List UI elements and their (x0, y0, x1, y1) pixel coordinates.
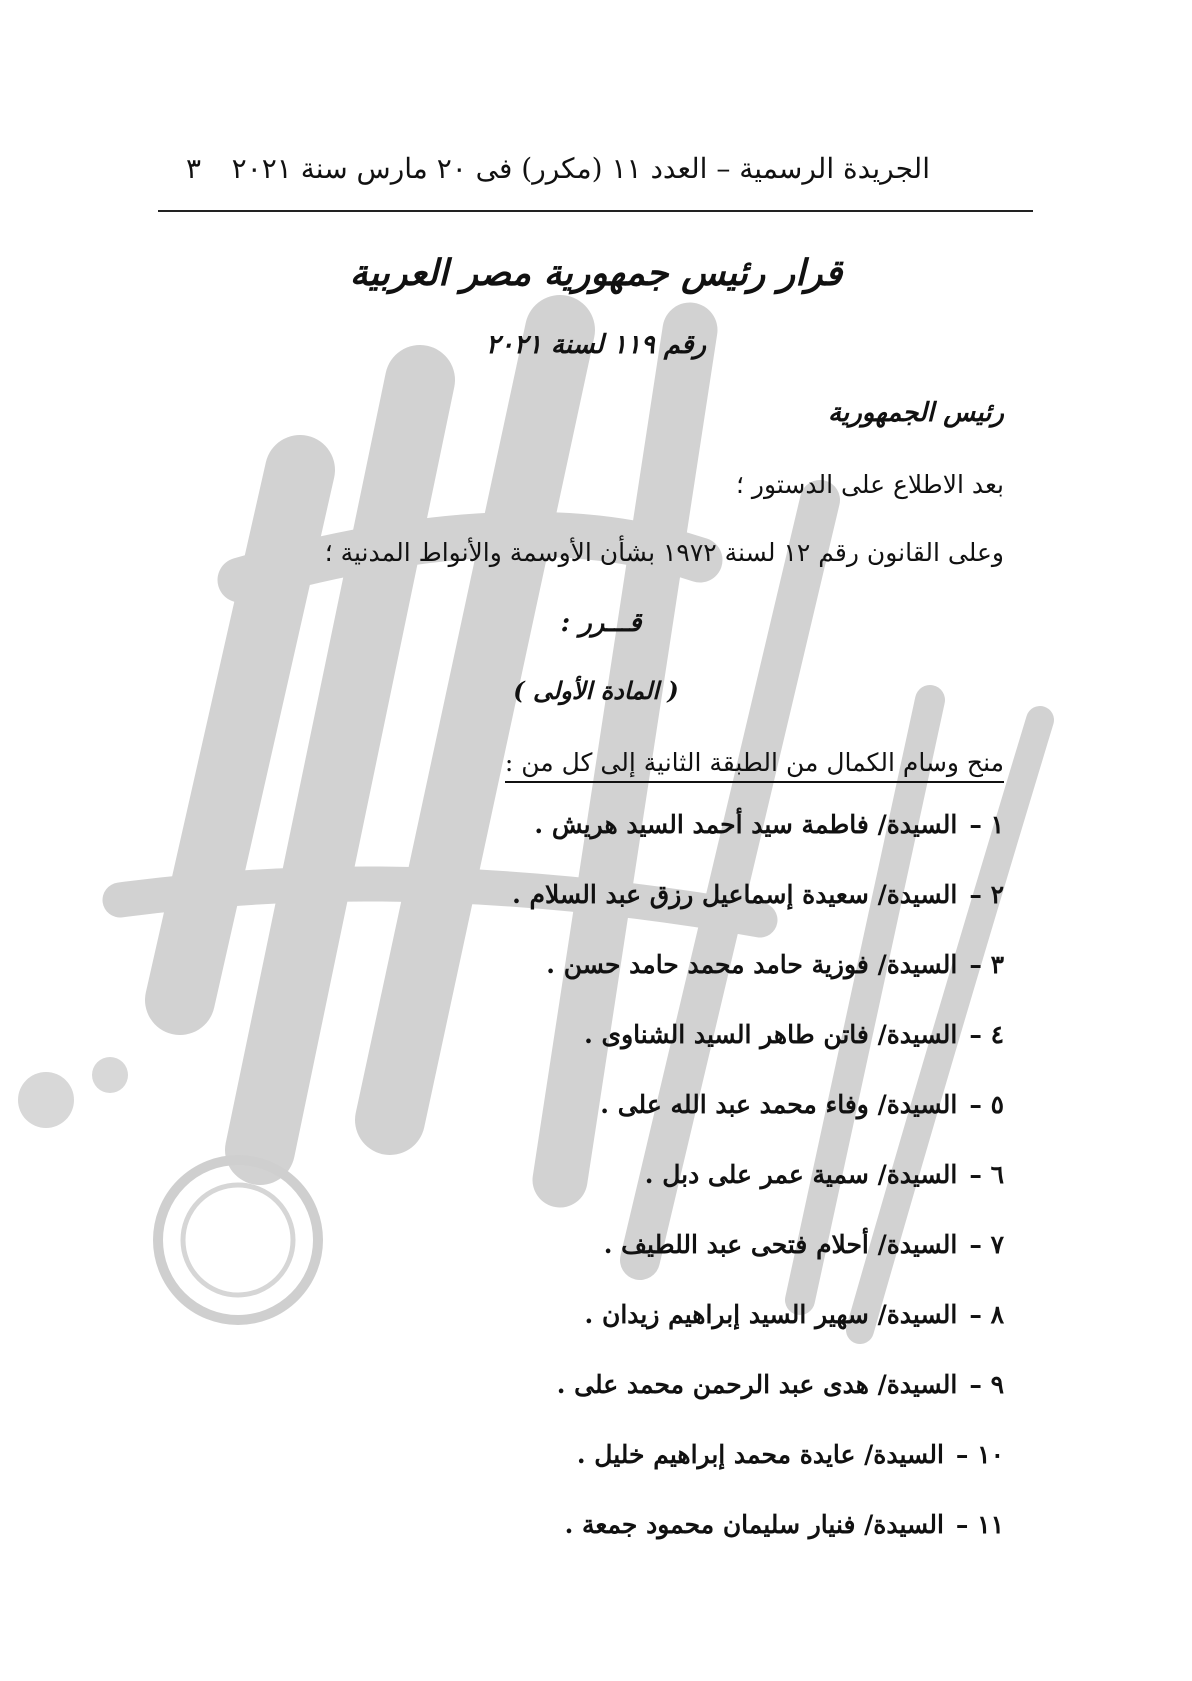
list-item (512, 880, 1004, 950)
header-divider (158, 210, 1033, 212)
list-item (512, 1370, 1004, 1440)
item-number: ٣ – (969, 950, 1004, 979)
page-number: ٣ (186, 152, 202, 185)
preamble-constitution: بعد الاطلاع على الدستور ؛ (735, 470, 1004, 499)
recipients-list (512, 810, 1004, 1580)
item-text: السيدة/ سعيدة إسماعيل رزق عبد السلام . (512, 880, 958, 909)
item-text: السيدة/ أحلام فتحى عبد اللطيف . (603, 1230, 958, 1259)
article-title: ( المادة الأولى ) (513, 676, 679, 705)
grant-statement: منح وسام الكمال من الطبقة الثانية إلى كل من : (505, 748, 1004, 783)
list-item (512, 950, 1004, 1020)
president-heading: رئيس الجمهورية (828, 398, 1004, 428)
item-text: السيدة/ وفاء محمد عبد الله على . (600, 1090, 958, 1119)
item-number: ٤ – (969, 1020, 1004, 1049)
gazette-header-title: الجريدة الرسمية – العدد ١١ (مكرر) فى ٢٠ مارس سنة ٢٠٢١ (231, 152, 930, 185)
item-number: ٩ – (969, 1370, 1004, 1399)
item-number: ١٠ – (955, 1440, 1004, 1469)
item-text: السيدة/ عايدة محمد إبراهيم خليل . (576, 1440, 944, 1469)
item-number: ١ – (969, 810, 1004, 839)
list-item (512, 810, 1004, 880)
item-text: السيدة/ فاتن طاهر السيد الشناوى . (584, 1020, 958, 1049)
decree-number: رقم ١١٩ لسنة ٢٠٢١ (485, 330, 707, 360)
item-number: ٥ – (969, 1090, 1004, 1119)
item-number: ٦ – (969, 1160, 1004, 1189)
item-text: السيدة/ فاطمة سيد أحمد السيد هريش . (534, 810, 958, 839)
item-number: ٧ – (969, 1230, 1004, 1259)
list-item (512, 1440, 1004, 1510)
list-item (512, 1020, 1004, 1090)
item-text: السيدة/ فوزية حامد محمد حامد حسن . (546, 950, 958, 979)
item-text: السيدة/ سهير السيد إبراهيم زيدان . (584, 1300, 958, 1329)
item-text: السيدة/ فنيار سليمان محمود جمعة . (564, 1510, 944, 1539)
item-text: السيدة/ هدى عبد الرحمن محمد على . (556, 1370, 958, 1399)
list-item (512, 1160, 1004, 1230)
item-number: ٢ – (969, 880, 1004, 909)
list-item (512, 1300, 1004, 1370)
decided-heading: قـــرر : (560, 608, 642, 638)
item-number: ٨ – (969, 1300, 1004, 1329)
decree-title: قرار رئيس جمهورية مصر العربية (349, 252, 843, 294)
list-item (512, 1230, 1004, 1300)
page-header (158, 152, 930, 202)
item-number: ١١ – (955, 1510, 1004, 1539)
list-item (512, 1510, 1004, 1580)
item-text: السيدة/ سمية عمر على دبل . (644, 1160, 958, 1189)
preamble-law: وعلى القانون رقم ١٢ لسنة ١٩٧٢ بشأن الأوسمة والأنواط المدنية ؛ (324, 538, 1004, 567)
list-item (512, 1090, 1004, 1160)
